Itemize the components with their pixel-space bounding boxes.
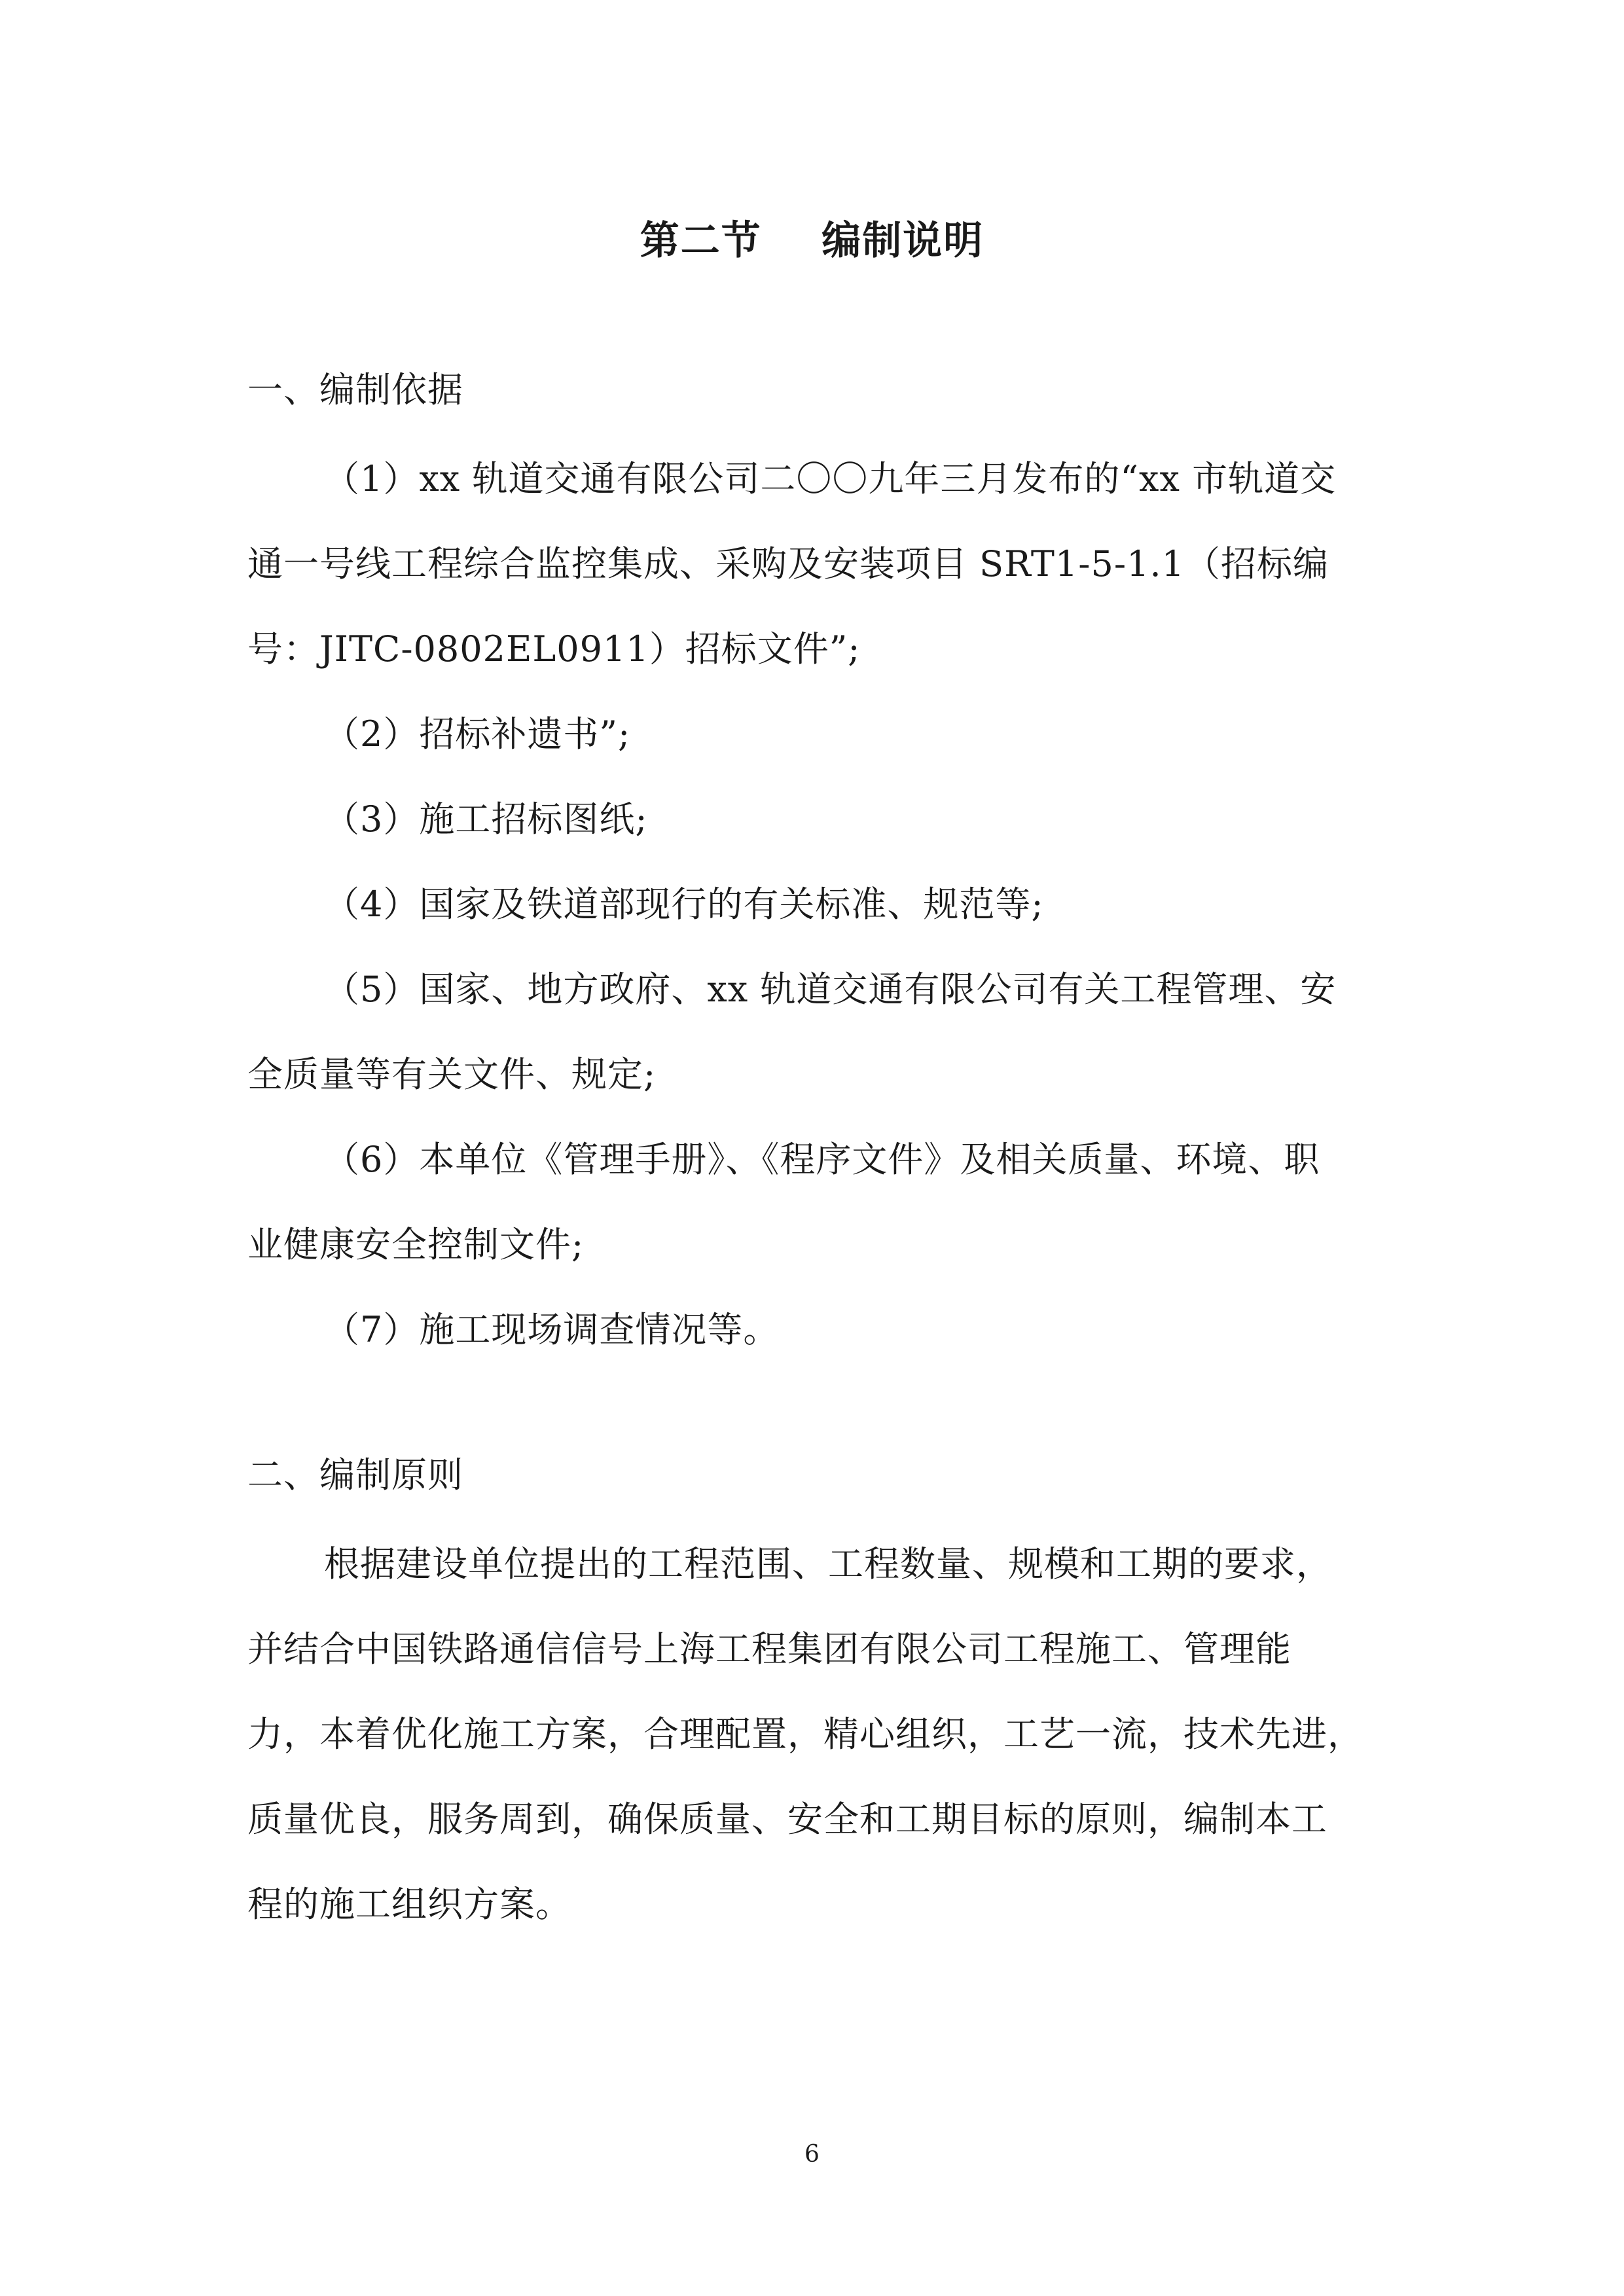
basis-item-5-line-2: 全质量等有关文件、规定; — [247, 1054, 657, 1095]
basis-item-4: （4）国家及铁道部现行的有关标准、规范等; — [324, 884, 1044, 925]
section-heading-basis: 一、编制依据 — [247, 369, 463, 410]
principles-line-3: 力，本着优化施工方案，合理配置，精心组织，工艺一流，技术先进， — [247, 1713, 1363, 1755]
basis-item-2: （2）招标补遗书”; — [324, 713, 631, 755]
basis-item-6-line-1: （6）本单位《管理手册》、《程序文件》及相关质量、环境、职 — [324, 1139, 1320, 1180]
principles-line-5: 程的施工组织方案。 — [247, 1884, 571, 1925]
basis-item-6-line-2: 业健康安全控制文件; — [247, 1224, 585, 1265]
basis-item-5-line-1: （5）国家、地方政府、xx 轨道交通有限公司有关工程管理、安 — [324, 969, 1337, 1010]
principles-line-1: 根据建设单位提出的工程范围、工程数量、规模和工期的要求， — [324, 1543, 1332, 1585]
basis-item-3: （3）施工招标图纸; — [324, 798, 648, 840]
principles-line-2: 并结合中国铁路通信信号上海工程集团有限公司工程施工、管理能 — [247, 1628, 1291, 1670]
basis-item-1-line-3: 号：JITC-0802EL0911）招标文件”; — [247, 628, 861, 670]
basis-item-1-line-1: （1）xx 轨道交通有限公司二〇〇九年三月发布的“xx 市轨道交 — [324, 458, 1337, 499]
section-heading-principles: 二、编制原则 — [247, 1454, 463, 1496]
basis-item-7: （7）施工现场调查情况等。 — [324, 1309, 780, 1350]
basis-item-1-line-2: 通一号线工程综合监控集成、采购及安装项目 SRT1-5-1.1（招标编 — [247, 543, 1329, 584]
page-title: 第二节 编制说明 — [640, 218, 984, 264]
principles-line-4: 质量优良，服务周到，确保质量、安全和工期目标的原则，编制本工 — [247, 1799, 1327, 1840]
page-number: 6 — [804, 2141, 820, 2168]
